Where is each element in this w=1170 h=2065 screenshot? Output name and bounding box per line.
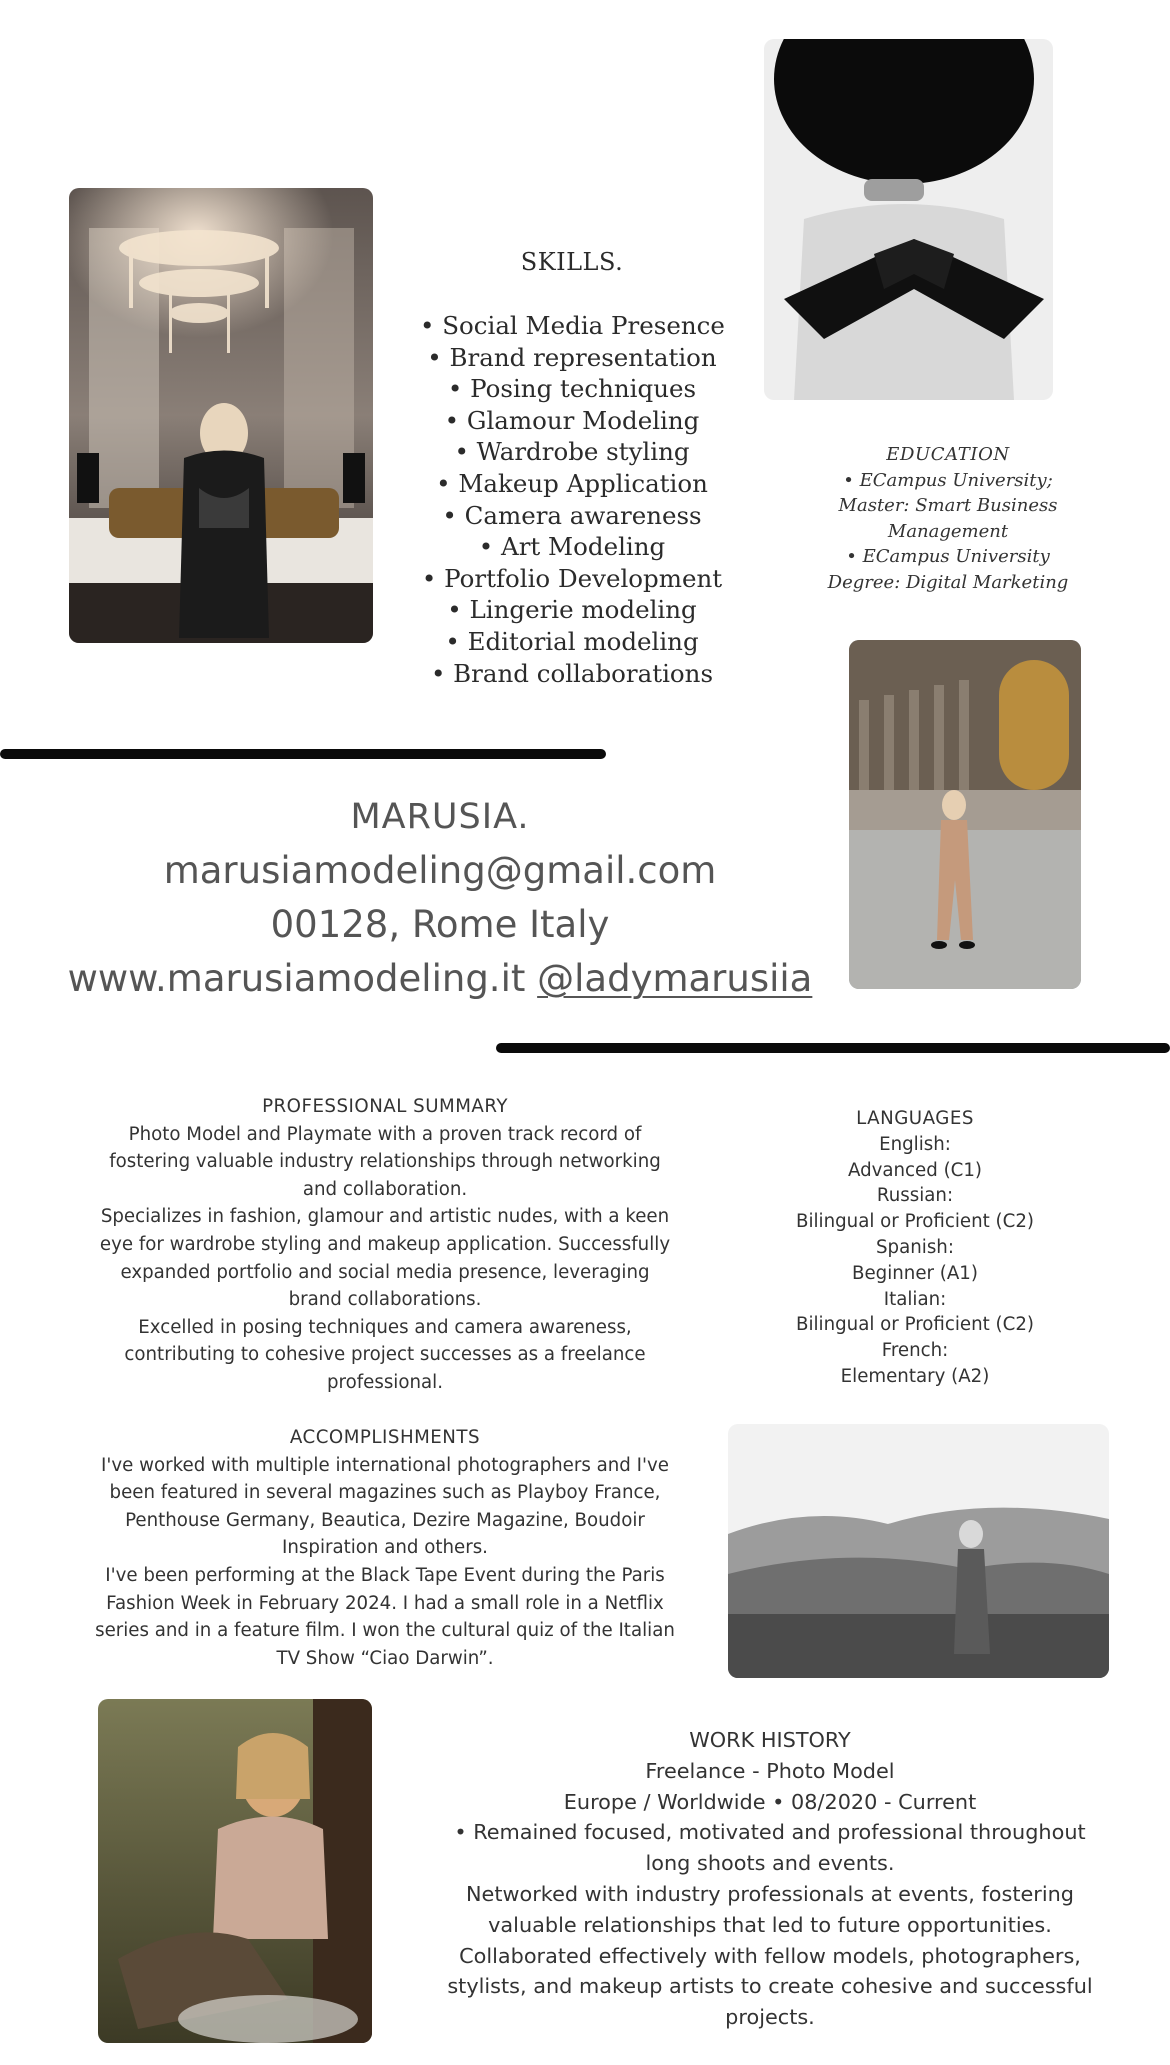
summary-line: Excelled in posing techniques and camera awareness,: [138, 1316, 632, 1338]
education-line: • ECampus University: [846, 546, 1050, 567]
work-line: • Remained focused, motivated and professional throughout: [454, 1820, 1086, 1845]
skill-item: • Posing techniques: [447, 374, 697, 404]
language-line: Russian:: [876, 1185, 954, 1207]
education-line: Degree: Digital Marketing: [827, 571, 1069, 593]
language-line: Advanced (C1): [847, 1159, 983, 1181]
work-line: Networked with industry professionals at events, fostering: [465, 1881, 1075, 1906]
accomplishments-title: ACCOMPLISHMENTS: [289, 1427, 481, 1448]
skill-item: • Brand collaborations: [430, 658, 714, 688]
work-line: Freelance - Photo Model: [645, 1758, 895, 1783]
summary-title: PROFESSIONAL SUMMARY: [262, 1096, 508, 1117]
work-title: WORK HISTORY: [689, 1728, 851, 1752]
professional-summary-section: [70, 1093, 700, 1397]
website-link[interactable]: www.marusiamodeling.it: [67, 957, 526, 1000]
accomplishment-line: series and in a feature film. I won the cultural quiz of the Italian: [95, 1620, 675, 1642]
summary-line: eye for wardrobe styling and makeup application. Successfully: [99, 1233, 671, 1255]
work-history-section: [445, 1725, 1095, 2033]
skill-item: • Glamour Modeling: [444, 405, 700, 435]
summary-line: expanded portfolio and social media presence, leveraging: [120, 1261, 650, 1283]
photo-black-hat: [764, 39, 1053, 400]
languages-section: [760, 1106, 1070, 1390]
summary-line: contributing to cohesive project successes as a freelance: [124, 1344, 646, 1366]
work-line: valuable relationships that led to future opportunities.: [488, 1912, 1052, 1937]
contact-block: [50, 790, 830, 1006]
divider-bar-bottom: [496, 1043, 1170, 1053]
summary-line: professional.: [327, 1371, 443, 1393]
work-line: Europe / Worldwide • 08/2020 - Current: [563, 1789, 977, 1814]
email-address[interactable]: marusiamodeling@gmail.com: [163, 849, 717, 892]
education-line: Master: Smart Business Management: [838, 495, 1058, 542]
summary-line: brand collaborations.: [288, 1289, 482, 1311]
skills-section: [420, 248, 724, 689]
language-line: French:: [881, 1340, 949, 1362]
model-name: MARUSIA.: [350, 797, 530, 837]
work-line: long shoots and events.: [645, 1851, 895, 1876]
language-line: Italian:: [883, 1288, 947, 1310]
education-title: EDUCATION: [886, 444, 1010, 465]
location: 00128, Rome Italy: [270, 903, 610, 946]
work-line: projects.: [725, 2005, 815, 2030]
language-line: Beginner (A1): [852, 1262, 978, 1284]
education-line: • ECampus University;: [843, 469, 1053, 491]
accomplishment-line: I've worked with multiple international photographers and I've: [101, 1454, 669, 1476]
accomplishment-line: Penthouse Germany, Beautica, Dezire Magazine, Boudoir: [125, 1509, 645, 1531]
language-line: Spanish:: [876, 1236, 954, 1258]
skill-item: • Social Media Presence: [420, 311, 725, 340]
skill-item: • Wardrobe styling: [454, 437, 690, 467]
work-line: Collaborated effectively with fellow models, photographers,: [459, 1943, 1081, 1968]
photo-hills: [728, 1424, 1109, 1678]
photo-palace: [849, 640, 1081, 989]
accomplishment-line: Inspiration and others.: [282, 1537, 488, 1559]
instagram-handle-link[interactable]: @ladymarusiia: [537, 957, 813, 1000]
summary-line: Specializes in fashion, glamour and artistic nudes, with a keen: [100, 1206, 670, 1228]
accomplishment-line: Fashion Week in February 2024. I had a small role in a Netflix: [106, 1592, 664, 1614]
skill-item: • Art Modeling: [478, 532, 666, 562]
skills-title: SKILLS.: [520, 248, 624, 276]
education-section: [780, 442, 1116, 595]
language-line: English:: [879, 1133, 951, 1155]
accomplishment-line: been featured in several magazines such as Playboy France,: [109, 1482, 661, 1504]
summary-line: Photo Model and Playmate with a proven track record of: [128, 1123, 642, 1145]
skill-item: • Lingerie modeling: [447, 595, 697, 625]
languages-title: LANGUAGES: [856, 1108, 974, 1129]
accomplishment-line: I've been performing at the Black Tape Event during the Paris: [105, 1564, 665, 1586]
summary-line: fostering valuable industry relationships through networking: [109, 1151, 661, 1173]
skill-item: • Portfolio Development: [421, 563, 723, 593]
skills-list: [420, 310, 724, 689]
language-line: Bilingual or Proficient (C2): [795, 1314, 1035, 1336]
summary-line: and collaboration.: [302, 1178, 468, 1200]
accomplishments-section: [70, 1424, 700, 1672]
photo-tree: [98, 1699, 372, 2043]
divider-bar-top: [0, 749, 606, 759]
skill-item: • Brand representation: [427, 342, 717, 372]
skill-item: • Makeup Application: [436, 468, 708, 498]
skill-item: • Camera awareness: [442, 500, 702, 530]
language-line: Elementary (A2): [840, 1365, 990, 1387]
accomplishment-line: TV Show “Ciao Darwin”.: [276, 1647, 494, 1669]
language-line: Bilingual or Proficient (C2): [795, 1211, 1035, 1233]
work-line: stylists, and makeup artists to create cohesive and successful: [447, 1974, 1093, 1999]
skill-item: • Editorial modeling: [445, 626, 699, 656]
photo-chandelier-bedroom: [69, 188, 373, 643]
